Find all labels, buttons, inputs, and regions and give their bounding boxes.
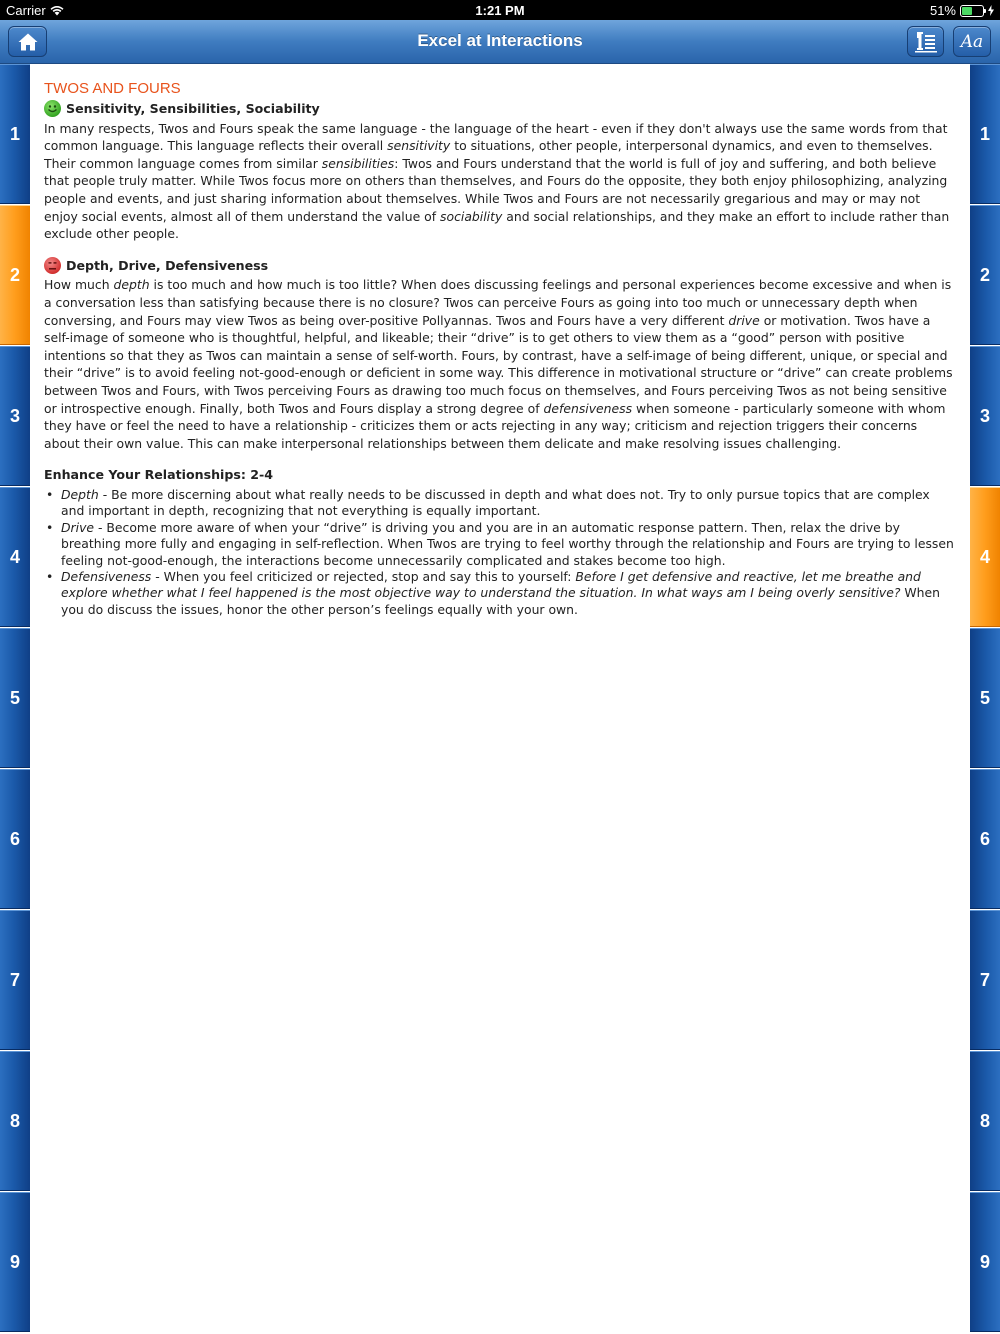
tip-text: - Become more aware of when your “drive” is driving you and you are in an automatic response pattern. Then, relax the drive by breathing more fully and engaging in self-reflection. When Twos are trying to feel worthy through the relationship and Fours are trying to lessen feeling not-good-enough, the interactions become unnecessarily complicated and stakes become too high. [61, 519, 954, 568]
tip-term: Depth [61, 486, 99, 502]
battery-percent: 51% [929, 3, 956, 18]
right-tab-6[interactable]: 6 [970, 769, 1000, 909]
text-run-italic: sociability [440, 208, 503, 224]
left-tab-7[interactable]: 7 [0, 910, 30, 1050]
right-tab-1[interactable]: 1 [970, 64, 1000, 204]
right-tab-7[interactable]: 7 [970, 910, 1000, 1050]
tip-text: - Be more discerning about what really needs to be discussed in depth and what does not. Try to only pursue topics that are complex and important in depth, recognizing that not everything is equally important. [61, 486, 930, 519]
tips-list [44, 487, 956, 618]
charging-bolt-icon [988, 5, 994, 16]
left-tab-6[interactable]: 6 [0, 769, 30, 909]
text-run-italic: drive [728, 312, 760, 328]
text-run-italic: depth [113, 277, 150, 293]
strengths-paragraph [44, 120, 956, 243]
left-tab-1[interactable]: 1 [0, 64, 30, 204]
right-tab-9[interactable]: 9 [970, 1192, 1000, 1332]
left-tab-rail [0, 64, 30, 1334]
strengths-heading [44, 100, 956, 118]
tip-text: When you do discuss the issues, honor the other person’s feelings equally with your own. [61, 585, 940, 617]
text-run: to situations, other people, interpersonal dynamics, and even to themselves. Their common language comes from similar [44, 138, 933, 171]
info-list-icon [914, 31, 938, 53]
text-run-italic: sensibilities [321, 155, 395, 171]
left-tab-2[interactable]: 2 [0, 205, 30, 345]
sad-face-icon [44, 257, 61, 274]
tip-italic-text: Before I get defensive and reactive, let me breathe and explore whether what I feel happened is the most objective way to understand the situation. In what ways am I being overly sensitive? [61, 568, 921, 601]
right-tab-3[interactable]: 3 [970, 346, 1000, 486]
content-pane [30, 64, 970, 1334]
left-tab-3[interactable]: 3 [0, 346, 30, 486]
right-tab-5[interactable]: 5 [970, 628, 1000, 768]
text-run: is too much and how much is too little? When does discussing feelings and personal experiences become excessive and when is a conversation less than satisfying because there is no closure? Twos can perceive Fours as going into too much or unnecessary depth when conversing, and Fours may view Twos as being over-positive Pollyannas. Twos and Fours have a very different [44, 277, 952, 328]
left-tab-4[interactable]: 4 [0, 487, 30, 627]
tip-text: - When you feel criticized or rejected, stop and say this to yourself: [151, 568, 576, 584]
challenges-heading [44, 257, 956, 275]
left-tab-5[interactable]: 5 [0, 628, 30, 768]
text-run: How much [44, 277, 114, 293]
carrier-label: Carrier [6, 3, 46, 18]
battery-icon [960, 5, 984, 17]
text-run: In many respects, Twos and Fours speak the same language - the language of the heart - even if they don't always use the same words from that common language. This language reflects their overall [44, 120, 948, 154]
section-heading: TWOS AND FOURS [44, 80, 181, 97]
page-title: Excel at Interactions [417, 31, 583, 50]
text-run: : Twos and Fours understand that the world is full of joy and suffering, and both believe that people truly matter. While Twos focus more on others than themselves, and Fours do the opposite, they both enjoy philosophizing, analyzing people and events, and just sharing information about themselves. While Twos and Fours are not necessarily gregarious and may or may not enjoy social events, almost all of them understand the value of [44, 155, 948, 224]
tip-term: Defensiveness [61, 568, 152, 584]
right-tab-8[interactable]: 8 [970, 1051, 1000, 1191]
navigation-bar [0, 20, 1000, 64]
happy-face-icon [44, 100, 61, 117]
tip-term: Drive [61, 519, 95, 535]
battery-indicator [930, 3, 994, 18]
enhance-heading: Enhance Your Relationships: 2-4 [44, 467, 274, 483]
list-item [44, 487, 956, 520]
right-tab-2[interactable]: 2 [970, 205, 1000, 345]
left-tab-8[interactable]: 8 [0, 1051, 30, 1191]
list-item [44, 520, 956, 569]
info-list-button[interactable] [907, 26, 944, 57]
text-run: and social relationships, and they make an effort to include rather than exclude other people. [44, 208, 950, 242]
challenges-paragraph [44, 276, 956, 452]
text-run-italic: defensiveness [543, 400, 633, 416]
challenges-title: Depth, Drive, Defensiveness [66, 257, 269, 273]
text-run: when someone - particularly someone with whom they have or feel the need to have a relationship - criticizes them or acts rejecting in any way; criticism and rejection triggers their concerns about their own value. This can make interpersonal relationships between them delicate and make resolving issues challenging. [44, 400, 946, 451]
font-size-button[interactable]: Aa [953, 26, 991, 57]
strengths-title: Sensitivity, Sensibilities, Sociability [66, 101, 320, 116]
clock: 1:21 PM [475, 3, 525, 18]
right-tab-4[interactable]: 4 [970, 487, 1000, 627]
status-bar [0, 0, 1000, 20]
list-item [44, 569, 956, 618]
right-tab-rail [970, 64, 1000, 1334]
left-tab-9[interactable]: 9 [0, 1192, 30, 1332]
text-run-italic: sensitivity [387, 138, 451, 154]
text-run: or motivation. Twos have a self-image of someone who is thoughtful, helpful, and likeable; their “drive” is to get others to view them as a “good” person with positive intentions so that they as Twos can maintain a sense of self-worth. Fours, by contrast, have a self-image of being different, unique, or special and their “drive” is to avoid feeling not-good-enough or deficient in some way. This difference in motivational structure or “drive” can create problems between Twos and Fours, with Twos perceiving Fours as drawing too much focus on themselves, and Fours perceiving Twos as not being sensitive or introspective enough. Finally, both Twos and Fours display a strong degree of [44, 312, 953, 416]
